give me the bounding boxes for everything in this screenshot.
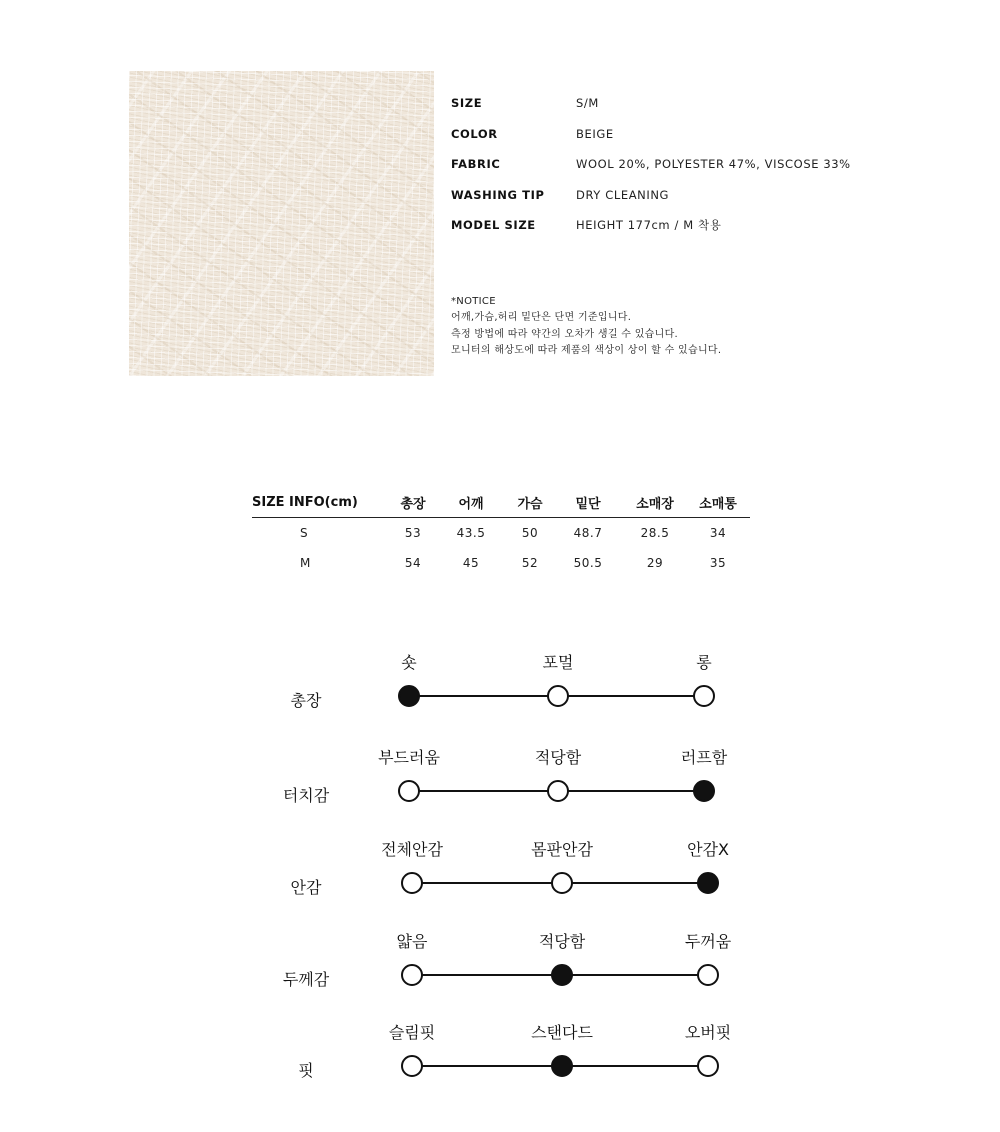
spec-value: HEIGHT 177cm / M 착용 [576, 218, 722, 233]
scale-option-label: 스탠다드 [531, 1023, 593, 1042]
scale-length [0, 650, 1000, 730]
fabric-swatch-image [129, 71, 434, 376]
spec-label: COLOR [451, 126, 498, 141]
table-cell: 53 [404, 526, 422, 540]
scale-thickness [0, 929, 1000, 1009]
scale-option-label: 러프함 [680, 748, 728, 767]
notice-block [451, 294, 721, 359]
spec-label: MODEL SIZE [451, 218, 536, 233]
scale-option-label: 두꺼움 [684, 932, 732, 951]
scale-dot [697, 1055, 719, 1077]
scale-dot [401, 964, 423, 986]
spec-label: WASHING TIP [451, 187, 545, 202]
scale-option-label: 오버핏 [684, 1023, 732, 1042]
table-cell: M [300, 556, 311, 570]
spec-row-washing-tip [451, 180, 931, 211]
scale-title: 핏 [298, 1061, 314, 1080]
scale-option-label: 롱 [696, 653, 712, 672]
table-cell: 50.5 [573, 556, 603, 570]
scale-dot [401, 872, 423, 894]
spec-label: SIZE [451, 96, 483, 111]
scale-title: 터치감 [282, 786, 330, 805]
scale-dot [697, 872, 719, 894]
table-cell: 35 [709, 556, 727, 570]
scale-option-label: 몸판안감 [531, 840, 593, 859]
scale-option-label: 슬림핏 [388, 1023, 436, 1042]
table-header-cell: 가슴 [517, 496, 543, 512]
scale-dot [547, 780, 569, 802]
scale-dot [547, 685, 569, 707]
spec-value: WOOL 20%, POLYESTER 47%, VISCOSE 33% [576, 157, 851, 172]
table-row [252, 548, 750, 578]
size-info-table [252, 487, 750, 578]
table-header-cell: 총장 [400, 496, 426, 512]
table-cell: 54 [404, 556, 422, 570]
table-cell: 28.5 [640, 526, 670, 540]
scale-lining [0, 837, 1000, 917]
spec-value: BEIGE [576, 126, 614, 141]
scale-option-label: 포멀 [542, 653, 574, 672]
notice-line: 모니터의 해상도에 따라 제품의 색상이 상이 할 수 있습니다. [451, 344, 722, 356]
spec-row-color [451, 119, 931, 150]
scale-dot [551, 964, 573, 986]
scale-dot [398, 780, 420, 802]
table-cell: 50 [521, 526, 539, 540]
notice-title: *NOTICE [451, 296, 496, 307]
spec-row-fabric [451, 149, 931, 180]
table-cell: 45 [462, 556, 480, 570]
scale-option-label: 적당함 [534, 748, 582, 767]
scale-dot [401, 1055, 423, 1077]
scale-dot [697, 964, 719, 986]
table-cell: 48.7 [573, 526, 603, 540]
table-cell: 43.5 [456, 526, 486, 540]
scale-option-label: 적당함 [538, 932, 586, 951]
scale-title: 두께감 [282, 970, 330, 989]
scale-dot [693, 685, 715, 707]
spec-label: FABRIC [451, 157, 501, 172]
scale-dot [398, 685, 420, 707]
scale-option-label: 부드러움 [378, 748, 440, 767]
spec-list [451, 88, 931, 241]
scale-title: 총장 [290, 691, 322, 710]
spec-row-size [451, 88, 931, 119]
table-cell: 34 [709, 526, 727, 540]
scale-fit [0, 1020, 1000, 1100]
table-header-cell: SIZE INFO(cm) [252, 494, 358, 510]
scale-option-label: 전체안감 [381, 840, 443, 859]
scale-option-label: 안감X [687, 840, 729, 859]
table-header-cell: 소매통 [699, 496, 737, 512]
notice-line: 어깨,가슴,허리 밑단은 단면 기준입니다. [451, 312, 632, 324]
scale-title: 안감 [290, 878, 322, 897]
table-header-row [252, 487, 750, 518]
scale-option-label: 얇음 [396, 932, 428, 951]
scale-touch [0, 745, 1000, 825]
scale-dot [693, 780, 715, 802]
table-cell: S [300, 526, 309, 540]
scale-option-label: 숏 [401, 653, 417, 672]
table-row [252, 518, 750, 548]
notice-line: 측정 방법에 따라 약간의 오차가 생길 수 있습니다. [451, 328, 679, 340]
scale-dot [551, 872, 573, 894]
table-header-cell: 소매장 [636, 496, 674, 512]
scale-dot [551, 1055, 573, 1077]
table-cell: 52 [521, 556, 539, 570]
spec-row-model-size [451, 210, 931, 241]
table-header-cell: 밑단 [575, 496, 601, 512]
spec-value: DRY CLEANING [576, 187, 670, 202]
table-cell: 29 [646, 556, 664, 570]
spec-value: S/M [576, 96, 599, 111]
table-header-cell: 어깨 [458, 496, 484, 512]
